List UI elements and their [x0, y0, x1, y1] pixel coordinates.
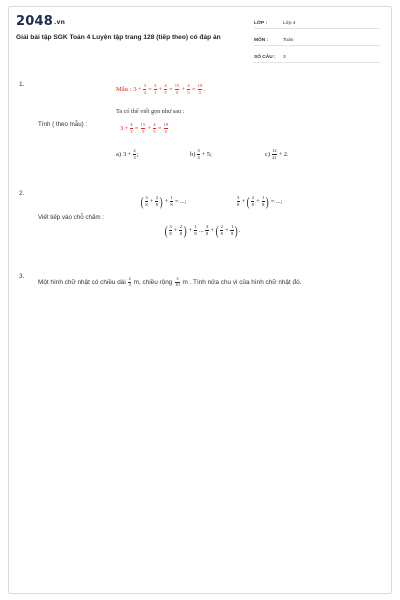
fraction: $\frac{1}{8}$	[194, 223, 197, 236]
fraction: $\frac{15}{5}$	[174, 83, 180, 95]
meta-table	[254, 15, 380, 66]
fraction: $\frac{4}{5}$	[187, 83, 190, 95]
operator: =	[148, 86, 152, 94]
operator: +	[158, 86, 163, 94]
math-term: .	[286, 151, 289, 159]
fraction: $\frac{2}{8}$	[251, 194, 254, 207]
fraction: $\frac{4}{5}$	[153, 122, 156, 134]
fraction: $\frac{3}{4}$	[197, 148, 200, 160]
fraction: $\frac{1}{8}$	[262, 194, 265, 207]
operator: +	[256, 198, 260, 205]
operator: =	[191, 86, 196, 94]
math-term: .	[203, 86, 205, 94]
question-2-number: 2.	[19, 190, 25, 197]
operator: +	[181, 86, 186, 94]
operator: =	[168, 86, 173, 94]
operator: +	[173, 227, 178, 234]
math-term: 3	[120, 125, 124, 133]
parenthesis: )	[159, 194, 163, 209]
fraction: $\frac{4}{5}$	[130, 122, 133, 134]
q2-instruction: Viết tiếp vào chỗ chấm :	[38, 214, 104, 221]
q2-expression-2	[236, 195, 282, 208]
q2-expression-3	[164, 224, 240, 237]
operator: +	[147, 125, 152, 133]
operator: +	[225, 227, 229, 234]
site-logo[interactable]: 2048.vn	[16, 14, 66, 29]
fraction: $\frac{19}{5}$	[163, 122, 169, 134]
fraction: $\frac{2}{3}$	[133, 148, 136, 160]
q1-part-c: c) $\frac{12}{21}$ +2.	[265, 148, 289, 160]
q1-note: Ta có thể viết gọn như sau :	[116, 108, 185, 115]
math-term: ...;	[275, 198, 283, 205]
q1-short-form	[120, 123, 169, 134]
fraction: $\frac{3}{8}$	[169, 223, 172, 236]
q3-length-fraction: $\frac{2}{3}$	[128, 275, 131, 288]
fraction: $\frac{4}{5}$	[164, 83, 167, 95]
parenthesis: )	[183, 223, 187, 238]
math-term: ...;	[179, 198, 187, 205]
q1-part-a: a) 3+ $\frac{2}{3}$ ;	[116, 148, 139, 160]
question-3-number: 3.	[19, 273, 25, 280]
q1-part-b: b) $\frac{3}{4}$ +5;	[190, 148, 212, 160]
meta-row-count: SỐ CÂU : 3	[254, 49, 380, 63]
math-term: 3	[133, 86, 137, 94]
fraction: $\frac{3}{4}$	[143, 83, 146, 95]
meta-row-subject: MÔN : Toán	[254, 32, 380, 46]
q3-text: Một hình chữ nhật có chiều dài $\frac{2}{3}$ m, chiều rộng $\frac{3}{10}$ m . Tính nửa chu vi của hình chữ nhật đó.	[38, 275, 302, 288]
q1-example	[116, 84, 205, 95]
operator: +	[201, 151, 206, 159]
meta-row-class: LỚP : Lớp 4	[254, 15, 380, 29]
parenthesis: (	[164, 223, 168, 238]
operator: =	[270, 198, 275, 205]
operator: =	[174, 198, 179, 205]
question-1-number: 1.	[19, 81, 25, 88]
math-term: 5	[206, 151, 211, 159]
fraction: $\frac{2}{8}$	[220, 223, 223, 236]
operator: +	[210, 227, 215, 234]
math-term: ;	[136, 151, 139, 159]
operator: =	[134, 125, 139, 133]
q3-width-fraction: $\frac{3}{10}$	[175, 275, 180, 288]
q1-example-expression	[133, 84, 205, 95]
parenthesis: )	[234, 223, 238, 238]
math-term: 3	[123, 151, 127, 159]
fraction: $\frac{1}{8}$	[170, 194, 173, 207]
q2-expression-1	[140, 195, 186, 208]
fraction: $\frac{19}{5}$	[197, 83, 203, 95]
fraction: $\frac{3}{8}$	[145, 194, 148, 207]
fraction: $\frac{3}{8}$	[237, 194, 240, 207]
fraction: $\frac{12}{21}$	[272, 148, 277, 160]
fraction: $\frac{1}{8}$	[230, 223, 234, 236]
parenthesis: (	[246, 194, 251, 209]
operator: =	[157, 125, 162, 133]
q1-instruction: Tính ( theo mẫu) :	[38, 121, 88, 128]
operator: +	[137, 86, 142, 94]
fraction: $\frac{2}{8}$	[155, 194, 158, 207]
math-term: ;	[210, 151, 212, 159]
operator: ...	[198, 227, 204, 234]
operator: +	[164, 198, 169, 205]
fraction: $\frac{3}{1}$	[154, 83, 157, 95]
operator: +	[149, 198, 154, 205]
operator: +	[188, 227, 193, 234]
fraction: $\frac{2}{8}$	[179, 223, 182, 236]
q1-example-label: Mẫu :	[116, 86, 132, 94]
math-term: .	[238, 227, 241, 234]
page-title: Giải bài tập SGK Toán 4 Luyện tập trang 128 (tiếp theo) có đáp án	[16, 34, 221, 41]
parenthesis: (	[140, 194, 144, 209]
operator: +	[241, 198, 246, 205]
operator: +	[124, 125, 129, 133]
operator: +	[278, 151, 283, 159]
parenthesis: )	[265, 194, 270, 209]
math-term: 2	[283, 151, 287, 159]
operator: +	[127, 151, 132, 159]
fraction: $\frac{3}{8}$	[205, 223, 209, 236]
fraction: $\frac{15}{5}$	[140, 122, 146, 134]
parenthesis: (	[215, 223, 219, 238]
